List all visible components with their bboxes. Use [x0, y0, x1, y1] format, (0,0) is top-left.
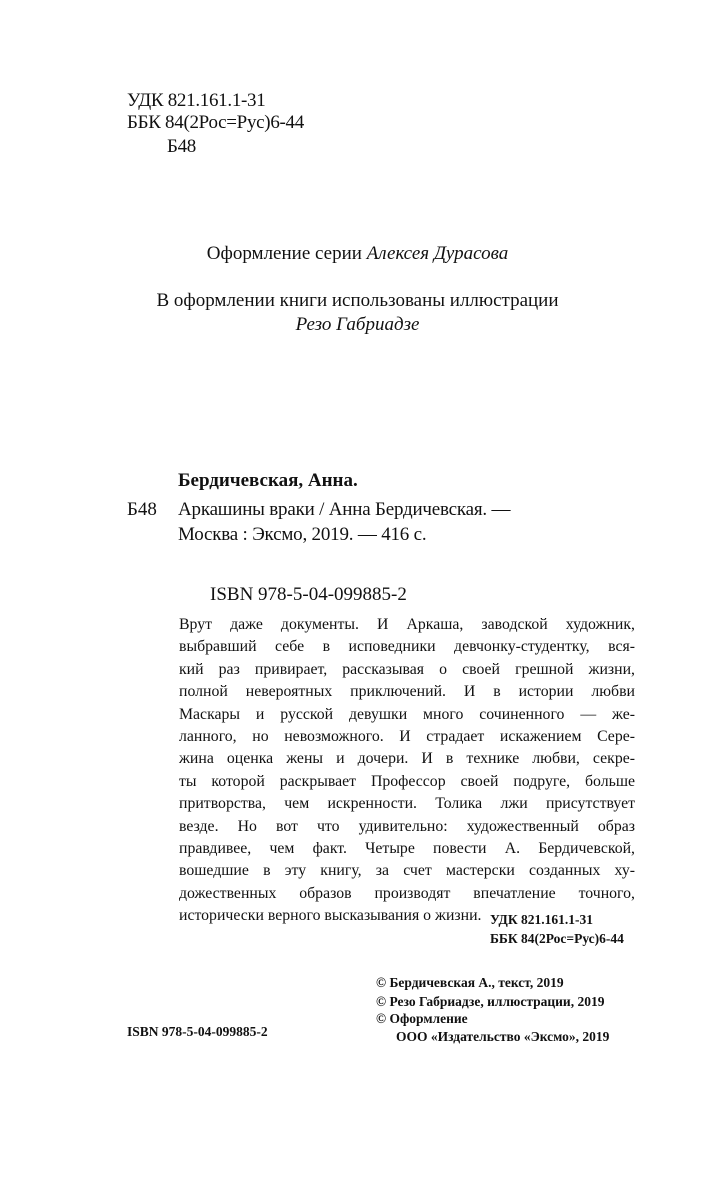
entry-title: Аркашины враки / Анна Бердичевская. —: [178, 499, 511, 520]
copyright-text: © Бердичевская А., текст, 2019: [376, 975, 564, 990]
footer-isbn: ISBN 978-5-04-099885-2: [127, 1024, 268, 1039]
footer-udk: УДК 821.161.1-31: [490, 912, 593, 927]
entry-author: Бердичевская, Анна.: [178, 470, 358, 491]
abstract-line: вошедшие в эту книгу, за счет мастерски созданных ху-: [179, 862, 635, 880]
abstract-line: правдивее, чем факт. Четыре повести А. Бердичевской,: [179, 840, 635, 858]
abstract-line: кий раз привирает, рассказывая о своей грешной жизни,: [179, 660, 635, 678]
series-prefix: Оформление серии: [206, 243, 367, 264]
abstract-line: выбравший себе в исповедники девчонку-студентку, вся-: [179, 638, 635, 656]
entry-code: Б48: [127, 499, 157, 520]
abstract-line: исторически верного высказывания о жизни.: [179, 907, 482, 925]
abstract-line: ты которой раскрывает Профессор своей подруге, больше: [179, 772, 635, 790]
copyright-illustrations: © Резо Габриадзе, иллюстрации, 2019: [376, 994, 605, 1009]
copyright-publisher: ООО «Издательство «Эксмо», 2019: [396, 1029, 610, 1044]
bbk-code: ББК 84(2Рос=Рус)6-44: [127, 112, 304, 133]
abstract-line: Маскары и русской девушки много сочиненного — же-: [179, 705, 635, 723]
abstract-line: ланного, но невозможного. И страдает искажением Сере-: [179, 728, 635, 746]
abstract-line: везде. Но вот что удивительно: художественный образ: [179, 817, 635, 835]
abstract-line: Врут даже документы. И Аркаша, заводской художник,: [179, 616, 635, 633]
abstract-line: притворства, чем искренности. Толика лжи присутствует: [179, 795, 635, 813]
author-mark: Б48: [167, 136, 197, 157]
copyright-design: © Оформление: [376, 1011, 468, 1026]
isbn: ISBN 978-5-04-099885-2: [210, 584, 407, 605]
udk-code: УДК 821.161.1-31: [127, 90, 266, 111]
illustrations-line: В оформлении книги использованы иллюстрации: [156, 290, 559, 311]
abstract-line: жина оценка жены и дочери. И в технике любви, секре-: [179, 750, 635, 768]
abstract: [179, 614, 635, 928]
abstract-line: дожественных образов производят впечатление точного,: [179, 884, 635, 902]
footer-bbk: ББК 84(2Рос=Рус)6-44: [490, 931, 624, 946]
series-design-line: [0, 243, 715, 265]
illustrations-artist: Резо Габриадзе: [295, 314, 420, 335]
series-designer: Алексея Дурасова: [366, 243, 509, 264]
abstract-line: полной невероятных приключений. И в истории любви: [179, 683, 635, 701]
entry-publication: Москва : Эксмо, 2019. — 416 с.: [178, 524, 427, 545]
